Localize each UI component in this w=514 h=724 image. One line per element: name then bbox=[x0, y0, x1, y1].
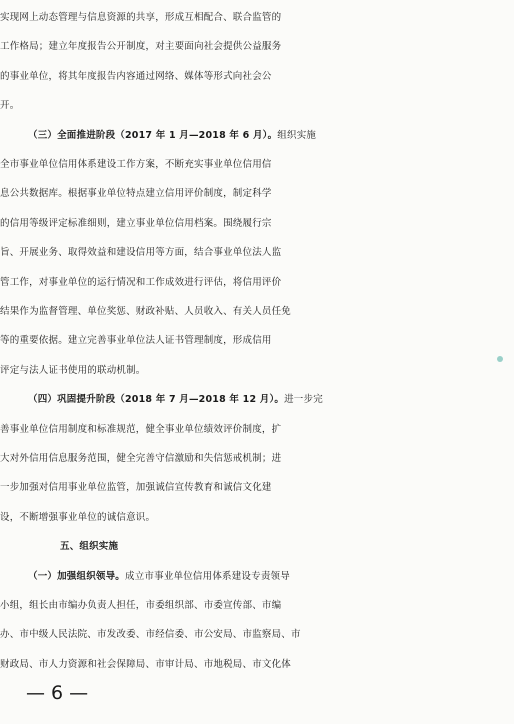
text-line: 开。 bbox=[0, 100, 20, 112]
section-5-1-first-line bbox=[0, 563, 514, 591]
text-line: 的信用等级评定标准细则，建立事业单位信用档案。围绕履行宗 bbox=[0, 217, 272, 229]
text-line: 工作格局；建立年度报告公开制度，对主要面向社会提供公益服务 bbox=[0, 41, 282, 53]
section-3-title: （三）全面推进阶段（2017 年 1 月—2018 年 6 月）。 bbox=[28, 129, 278, 141]
text-line: 设，不断增强事业单位的诚信意识。 bbox=[0, 511, 156, 523]
text-line: 一步加强对信用事业单位监管，加强诚信宣传教育和诚信文化建 bbox=[0, 482, 272, 494]
text-line: 结果作为监督管理、单位奖惩、财政补贴、人员收入、有关人员任免 bbox=[0, 306, 292, 317]
text-line: 办、市中级人民法院、市发改委、市经信委、市公安局、市监察局、市 bbox=[0, 629, 301, 641]
text-line: 大对外信用信息服务范围，健全完善守信激励和失信惩戒机制；进 bbox=[0, 453, 282, 464]
text-fragment: 进一步完 bbox=[284, 394, 323, 406]
text-line: 小组，组长由市编办负责人担任，市委组织部、市委宣传部、市编 bbox=[0, 600, 282, 611]
section-3-first-line bbox=[0, 122, 514, 150]
section-4-first-line bbox=[0, 386, 514, 414]
text-line: 评定与法人证书使用的联动机制。 bbox=[0, 364, 146, 376]
text-line: 财政局、市人力资源和社会保障局、市审计局、市地税局、市文化体 bbox=[0, 658, 292, 670]
text-line: 实现网上动态管理与信息资源的共享，形成互相配合、联合监管的 bbox=[0, 12, 282, 23]
text-line: 全市事业单位信用体系建设工作方案，不断充实事业单位信用信 bbox=[0, 159, 272, 170]
section-heading: 五、组织实施 bbox=[60, 541, 119, 553]
text-fragment: 成立市事业单位信用体系建设专责领导 bbox=[125, 570, 290, 582]
text-fragment: 组织实施 bbox=[277, 129, 317, 141]
text-line: 等的重要依据。建立完善事业单位法人证书管理制度，形成信用 bbox=[0, 335, 272, 347]
text-line: 旨、开展业务、取得效益和建设信用等方面，结合事业单位法人监 bbox=[0, 247, 282, 259]
scan-speck bbox=[497, 356, 503, 362]
text-line: 善事业单位信用制度和标准规范，健全事业单位绩效评价制度，扩 bbox=[0, 423, 282, 435]
section-5-1-title: （一）加强组织领导。 bbox=[28, 570, 126, 582]
text-line: 息公共数据库。根据事业单位特点建立信用评价制度，制定科学 bbox=[0, 188, 272, 200]
section-4-title: （四）巩固提升阶段（2018 年 7 月—2018 年 12 月）。 bbox=[28, 394, 285, 406]
text-line: 的事业单位，将其年度报告内容通过网络、媒体等形式向社会公 bbox=[0, 70, 272, 82]
text-line: 管工作，对事业单位的运行情况和工作成效进行评估，将信用评价 bbox=[0, 276, 282, 288]
page-number: — 6 — bbox=[26, 681, 89, 704]
